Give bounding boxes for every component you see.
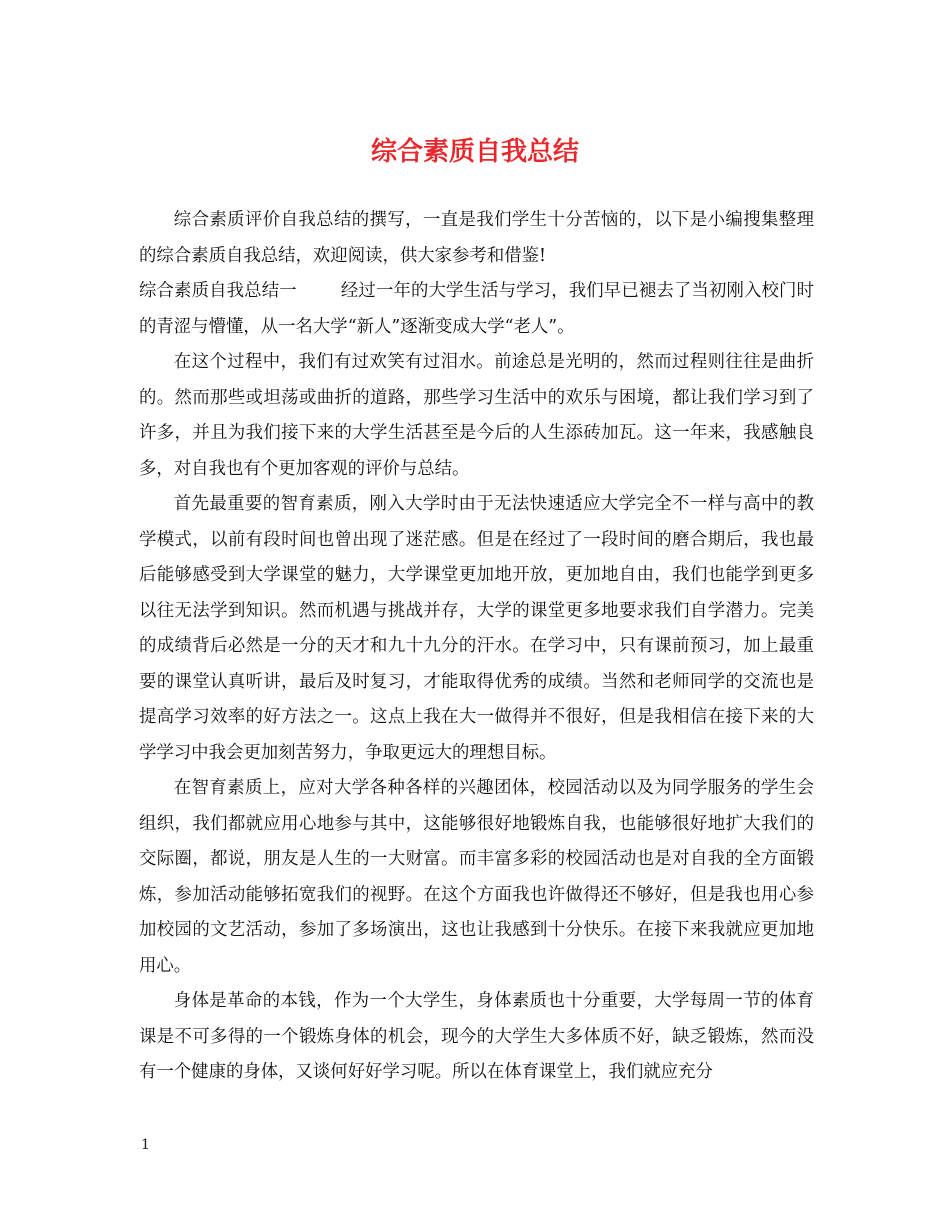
intro-paragraph: 综合素质评价自我总结的撰写，一直是我们学生十分苦恼的，以下是小编搜集整理的综合素质自我总结，欢迎阅读，供大家参考和借鉴! [139, 210, 814, 266]
section-one-paragraph [139, 274, 814, 345]
document-title: 综合素质自我总结 [370, 137, 579, 167]
body-paragraph-4: 身体是革命的本钱，作为一个大学生，身体素质也十分重要，大学每周一节的体育课是不可多得的一个锻炼身体的机会，现今的大学生大多体质不好，缺乏锻炼，然而没有一个健康的身体，又谈何好好学习呢。所以在体育课堂上，我们就应充分 [139, 991, 814, 1082]
body-paragraph-1: 在这个过程中，我们有过欢笑有过泪水。前途总是光明的，然而过程则往往是曲折的。然而那些或坦荡或曲折的道路，那些学习生活中的欢乐与困境，都让我们学习到了许多，并且为我们接下来的大学生活甚至是今后的人生添砖加瓦。这一年来，我感触良多，对自我也有个更加客观的评价与总结。 [139, 352, 814, 479]
document-body [139, 203, 814, 1091]
page-number: 1 [141, 1137, 150, 1153]
section-heading: 综合素质自我总结一 [139, 281, 297, 301]
body-paragraph-3: 在智育素质上，应对大学各种各样的兴趣团体，校园活动以及为同学服务的学生会组织，我们都就应用心地参与其中，这能够很好地锻炼自我，也能够很好地扩大我们的交际圈，都说，朋友是人生的一大财富。而丰富多彩的校园活动也是对自我的全方面锻炼，参加活动能够拓宽我们的视野。在这个方面我也许做得还不够好，但是我也用心参加校园的文艺活动，参加了多场演出，这也让我感到十分快乐。在接下来我就应更加地用心。 [139, 778, 814, 976]
body-paragraph-2: 首先最重要的智育素质，刚入大学时由于无法快速适应大学完全不一样与高中的教学模式，以前有段时间也曾出现了迷茫感。但是在经过了一段时间的磨合期后，我也最后能够感受到大学课堂的魅力，大学课堂更加地开放，更加地自由，我们也能学到更多以往无法学到知识。然而机遇与挑战并存，大学的课堂更多地要求我们自学潜力。完美的成绩背后必然是一分的天才和九十九分的汗水。在学习中，只有课前预习，加上最重要的课堂认真听讲，最后及时复习，才能取得优秀的成绩。当然和老师同学的交流也是提高学习效率的好方法之一。这点上我在大一做得并不很好，但是我相信在接下来的大学学习中我会更加刻苦努力，争取更远大的理想目标。 [139, 494, 814, 763]
section-first-text: 经过一年的大学生活与学习，我们早已褪去了当初刚入校门时的青涩与懵懂，从一名大学“新人”逐渐变成大学“老人”。 [139, 281, 814, 337]
